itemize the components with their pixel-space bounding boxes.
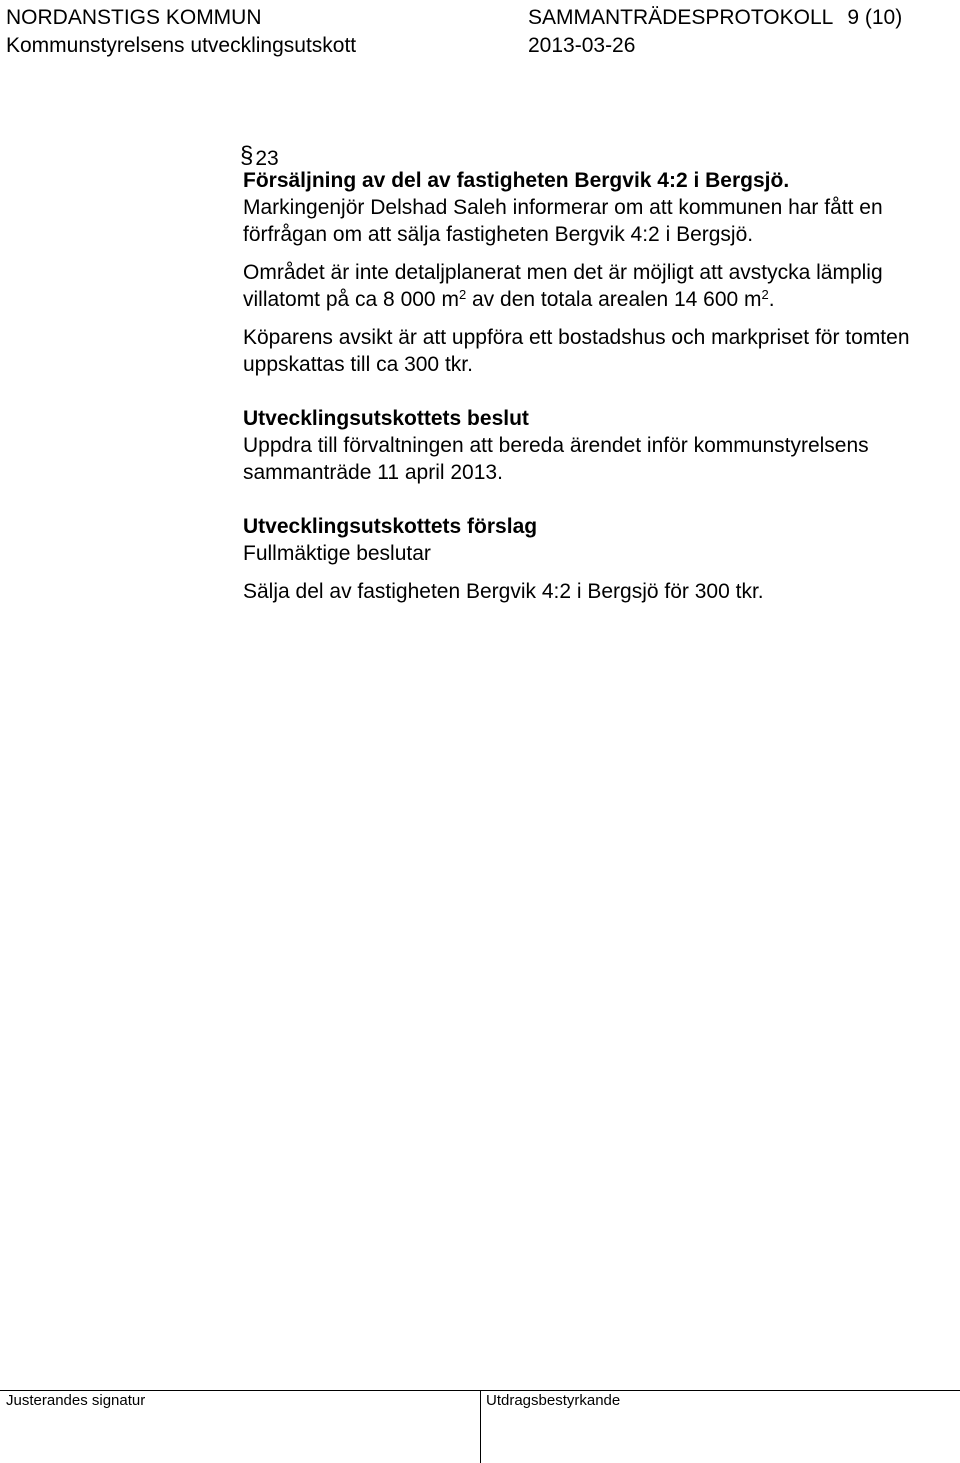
area-superscript-1: 2 <box>458 287 467 302</box>
header-row-bottom <box>6 32 954 60</box>
paragraph-marker <box>240 140 943 170</box>
body-paragraph-buyer: Köparens avsikt är att uppföra ett bostadshus och markpriset för tomten uppskattas till ca 300 tkr. <box>243 326 910 376</box>
proposal-intro: Fullmäktige beslutar <box>243 542 431 565</box>
section-sign: § <box>240 142 254 169</box>
paragraph-number: 23 <box>255 147 279 170</box>
area-text-part1: Området är inte detaljplanerat men det är möjligt att avstycka lämplig villatomt på ca 8 000 m <box>243 261 883 311</box>
page-number: 9 (10) <box>847 6 903 29</box>
body-paragraph-intro: Markingenjör Delshad Saleh informerar om att kommunen har fått en förfrågan om att sälja fastigheten Bergvik 4:2 i Bergsjö. <box>243 196 883 246</box>
page-header <box>6 4 954 60</box>
page-footer <box>0 1390 960 1463</box>
committee-name: Kommunstyrelsens utvecklingsutskott <box>6 34 357 57</box>
area-text-part2: av den totala arealen 14 600 m <box>466 288 762 311</box>
header-row-top <box>6 4 954 32</box>
document-type: SAMMANTRÄDESPROTOKOLL <box>528 6 834 29</box>
body-paragraph-area <box>243 259 943 313</box>
organization-name: NORDANSTIGS KOMMUN <box>6 6 262 29</box>
proposal-text: Sälja del av fastigheten Bergvik 4:2 i Bergsjö för 300 tkr. <box>243 580 764 603</box>
document-body <box>240 140 943 605</box>
signature-label: Justerandes signatur <box>6 1392 146 1409</box>
meeting-date: 2013-03-26 <box>528 34 636 57</box>
certification-label: Utdragsbestyrkande <box>486 1392 621 1409</box>
proposal-heading: Utvecklingsutskottets förslag <box>243 515 538 538</box>
area-text-part3: . <box>768 288 775 311</box>
item-title: Försäljning av del av fastigheten Bergvik 4:2 i Bergsjö. <box>243 169 790 192</box>
footer-divider <box>480 1390 481 1463</box>
decision-text: Uppdra till förvaltningen att bereda ärendet inför kommunstyrelsens sammanträde 11 april 2013. <box>243 434 869 484</box>
area-superscript-2: 2 <box>761 287 769 302</box>
decision-heading: Utvecklingsutskottets beslut <box>243 407 529 430</box>
